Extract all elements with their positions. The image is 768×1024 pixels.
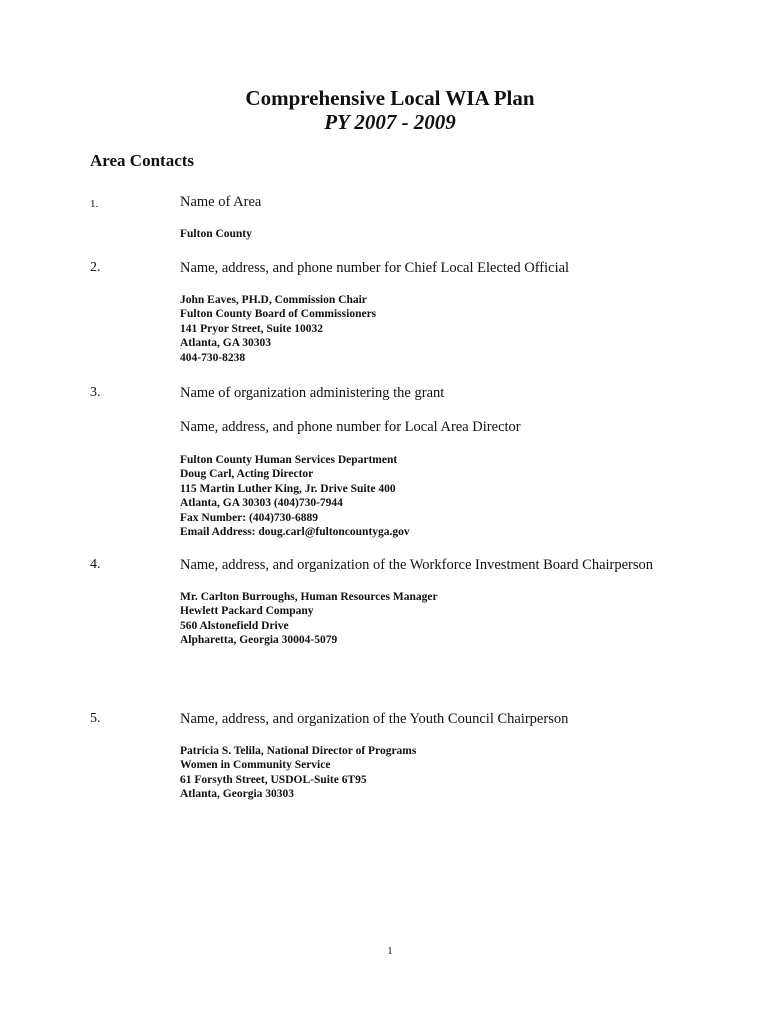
- answer-line: Email Address: doug.carl@fultoncountyga.gov: [180, 526, 410, 539]
- item-answer: [180, 590, 438, 648]
- document-title: Comprehensive Local WIA Plan: [245, 86, 535, 110]
- answer-line: Fulton County Board of Commissioners: [180, 308, 377, 321]
- answer-line: 560 Alstonefield Drive: [180, 619, 289, 632]
- answer-line: Fax Number: (404)730-6889: [180, 511, 318, 524]
- page-number: 1: [387, 945, 393, 957]
- item-answer: [180, 293, 376, 365]
- answer-line: Women in Community Service: [180, 759, 331, 772]
- answer-line: Fulton County: [180, 228, 252, 240]
- answer-line: 404-730-8238: [180, 351, 246, 364]
- item-question: Name of Area: [180, 194, 262, 210]
- answer-line: 115 Martin Luther King, Jr. Drive Suite 400: [180, 482, 396, 495]
- item-question: Name, address, and organization of the Youth Council Chairperson: [180, 711, 569, 727]
- item-number: 5.: [90, 711, 101, 726]
- item-number: 2.: [90, 260, 101, 275]
- item-answer: [180, 227, 252, 241]
- item-number: 4.: [90, 557, 101, 572]
- item-question: Name of organization administering the grant: [180, 385, 445, 401]
- item-question-secondary: Name, address, and phone number for Local Area Director: [180, 419, 521, 435]
- answer-line: 141 Pryor Street, Suite 10032: [180, 322, 323, 335]
- answer-line: Hewlett Packard Company: [180, 605, 314, 618]
- document-subtitle: PY 2007 - 2009: [324, 110, 456, 134]
- answer-line: Mr. Carlton Burroughs, Human Resources Manager: [180, 591, 438, 603]
- answer-line: Doug Carl, Acting Director: [180, 468, 314, 481]
- answer-line: John Eaves, PH.D, Commission Chair: [180, 294, 367, 306]
- item-answer: [180, 453, 410, 539]
- item-number: 3.: [90, 385, 101, 400]
- answer-line: Patricia S. Telila, National Director of Programs: [180, 745, 417, 757]
- answer-line: Atlanta, Georgia 30303: [180, 788, 295, 801]
- item-number: 1.: [90, 198, 99, 210]
- item-question: Name, address, and phone number for Chief Local Elected Official: [180, 260, 570, 276]
- answer-line: Atlanta, GA 30303 (404)730-7944: [180, 497, 343, 510]
- answer-line: Alpharetta, Georgia 30004-5079: [180, 634, 338, 647]
- item-question: Name, address, and organization of the Workforce Investment Board Chairperson: [180, 557, 654, 573]
- answer-line: Atlanta, GA 30303: [180, 337, 272, 350]
- item-answer: [180, 744, 416, 802]
- answer-line: Fulton County Human Services Department: [180, 454, 398, 466]
- answer-line: 61 Forsyth Street, USDOL-Suite 6T95: [180, 773, 367, 786]
- section-heading: Area Contacts: [90, 151, 195, 170]
